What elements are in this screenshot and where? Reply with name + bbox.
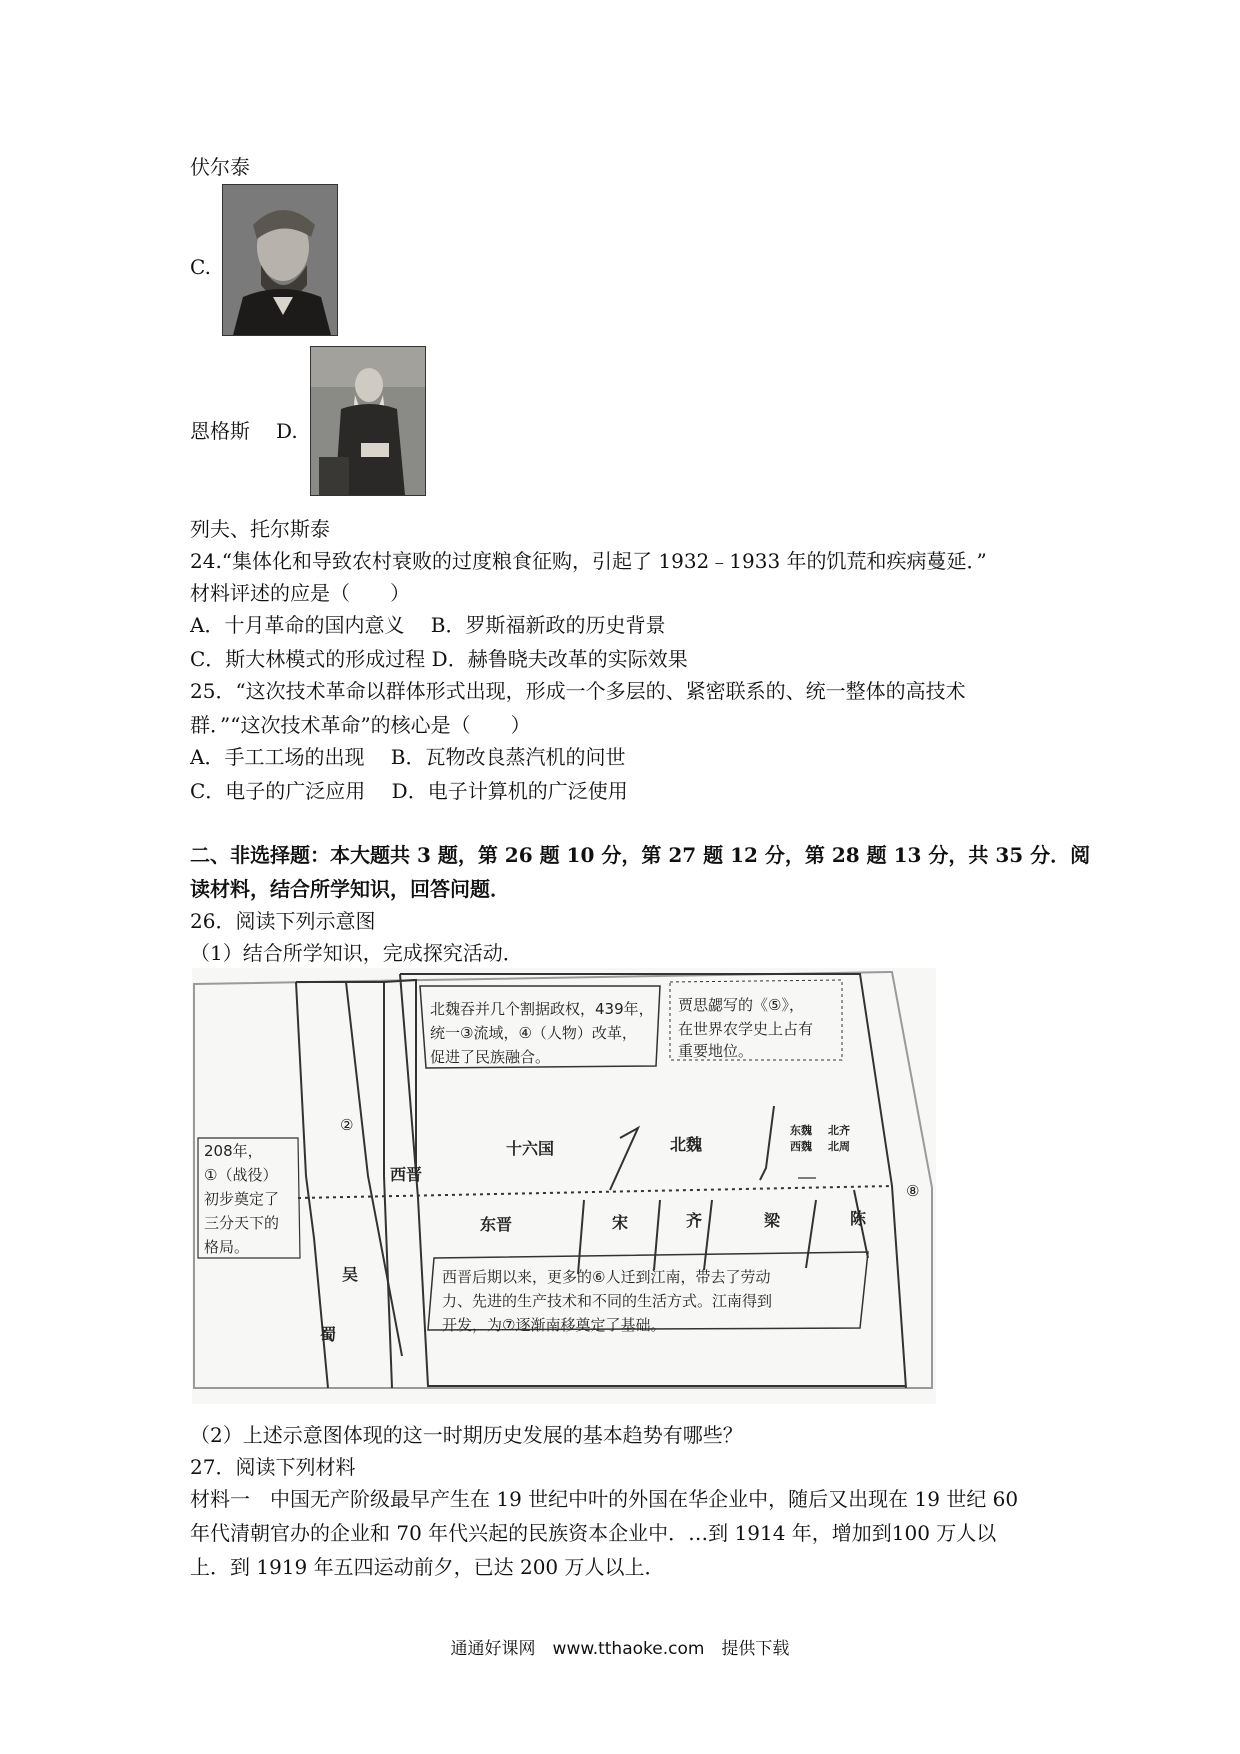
- box208-line3: 初步奠定了: [204, 1190, 280, 1208]
- circle-2-label: ②: [340, 1116, 354, 1134]
- q26-part2: （2）上述示意图体现的这一时期历史发展的基本趋势有哪些？: [190, 1423, 743, 1447]
- q24-stem-line2: 材料评述的应是（ ）: [190, 581, 410, 605]
- q25-options-ab: A．手工工场的出现 B．瓦物改良蒸汽机的问世: [190, 745, 626, 769]
- q24-options-ab: A．十月革命的国内意义 B．罗斯福新政的历史背景: [190, 613, 666, 637]
- voltaire-label: 伏尔泰: [190, 155, 250, 179]
- circle-8-label: ⑧: [906, 1182, 920, 1200]
- beiwei-box-line3: 促进了民族融合。: [430, 1048, 551, 1066]
- box208-line2: ①（战役）: [204, 1166, 278, 1184]
- label-shiliuguo: 十六国: [506, 1139, 555, 1158]
- label-shu: 蜀: [320, 1325, 337, 1344]
- q26-title: 26．阅读下列示意图: [190, 909, 376, 933]
- q26-part1: （1）结合所学知识，完成探究活动．: [190, 941, 523, 965]
- label-beiwei: 北魏: [670, 1135, 703, 1154]
- q25-stem-line1: 25．“这次技术革命以群体形式出现，形成一个多层的、紧密联系的、统一整体的高技术: [190, 679, 966, 703]
- tolstoy-portrait: [310, 346, 426, 496]
- jia-box-line2: 在世界农学史上占有: [678, 1020, 814, 1038]
- south-box-line2: 力、先进的生产技术和不同的生活方式。江南得到: [442, 1292, 773, 1310]
- beiwei-box-line1: 北魏吞并几个割据政权，439年，: [430, 1000, 654, 1018]
- q27-material1-line3: 上．到 1919 年五四运动前夕，已达 200 万人以上．: [190, 1555, 665, 1579]
- tolstoy-label: 列夫、托尔斯泰: [190, 517, 330, 541]
- q27-material1-line2: 年代清朝官办的企业和 70 年代兴起的民族资本企业中．…到 1914 年，增加到100 万人以: [190, 1521, 997, 1545]
- option-c-label: C.: [190, 255, 211, 279]
- portrait-image: [311, 347, 425, 495]
- label-song: 宋: [612, 1213, 629, 1232]
- section2-heading-line1: 二、非选择题：本大题共 3 题，第 26 题 10 分，第 27 题 12 分，第 28 题 13 分，共 35 分．阅: [190, 843, 1091, 867]
- jia-box-line1: 贾思勰写的《⑤》，: [678, 996, 804, 1014]
- label-chen: 陈: [850, 1209, 867, 1228]
- label-xiwei: 西魏: [790, 1140, 812, 1153]
- q24-options-cd: C．斯大林模式的形成过程 D．赫鲁晓夫改革的实际效果: [190, 647, 688, 671]
- q27-title: 27．阅读下列材料: [190, 1455, 356, 1479]
- q25-options-cd: C．电子的广泛应用 D．电子计算机的广泛使用: [190, 779, 628, 803]
- engels-label: 恩格斯: [190, 419, 250, 443]
- engels-portrait: [222, 184, 338, 336]
- box208-line5: 格局。: [204, 1238, 250, 1256]
- label-liang: 梁: [764, 1211, 781, 1230]
- label-xijin: 西晋: [390, 1165, 423, 1184]
- label-qi: 齐: [686, 1211, 703, 1230]
- q25-stem-line2: 群．”“这次技术革命”的核心是（ ）: [190, 713, 531, 737]
- history-timeline-diagram: [192, 968, 936, 1404]
- beiwei-box-line2: 统一③流域，④（人物）改革，: [430, 1024, 637, 1042]
- section2-heading-line2: 读材料，结合所学知识，回答问题．: [190, 877, 510, 901]
- label-dongwei: 东魏: [790, 1124, 812, 1137]
- q24-stem-line1: 24.“集体化和导致农村衰败的过度粮食征购，引起了 1932﹣1933 年的饥荒和疾病蔓延．”: [190, 549, 987, 573]
- label-beizhou: 北周: [828, 1140, 850, 1153]
- q27-material1-line1: 材料一 中国无产阶级最早产生在 19 世纪中叶的外国在华企业中，随后又出现在 19 世纪 60: [190, 1487, 1019, 1511]
- portrait-image: [223, 185, 337, 335]
- page-footer: 通通好课网 www.tthaoke.com 提供下载: [450, 1639, 790, 1659]
- south-box-line1: 西晋后期以来，更多的⑥人迁到江南，带去了劳动: [442, 1268, 771, 1286]
- label-wu: 吴: [342, 1265, 359, 1284]
- option-d-label: D.: [276, 419, 298, 443]
- south-box-line3: 开发，为⑦逐渐南移奠定了基础。: [442, 1316, 666, 1334]
- jia-box-line3: 重要地位。: [678, 1042, 754, 1060]
- label-dongjin: 东晋: [480, 1215, 513, 1234]
- box208-line1: 208年，: [204, 1142, 263, 1160]
- label-beiqi: 北齐: [828, 1124, 850, 1137]
- box208-line4: 三分天下的: [204, 1214, 280, 1232]
